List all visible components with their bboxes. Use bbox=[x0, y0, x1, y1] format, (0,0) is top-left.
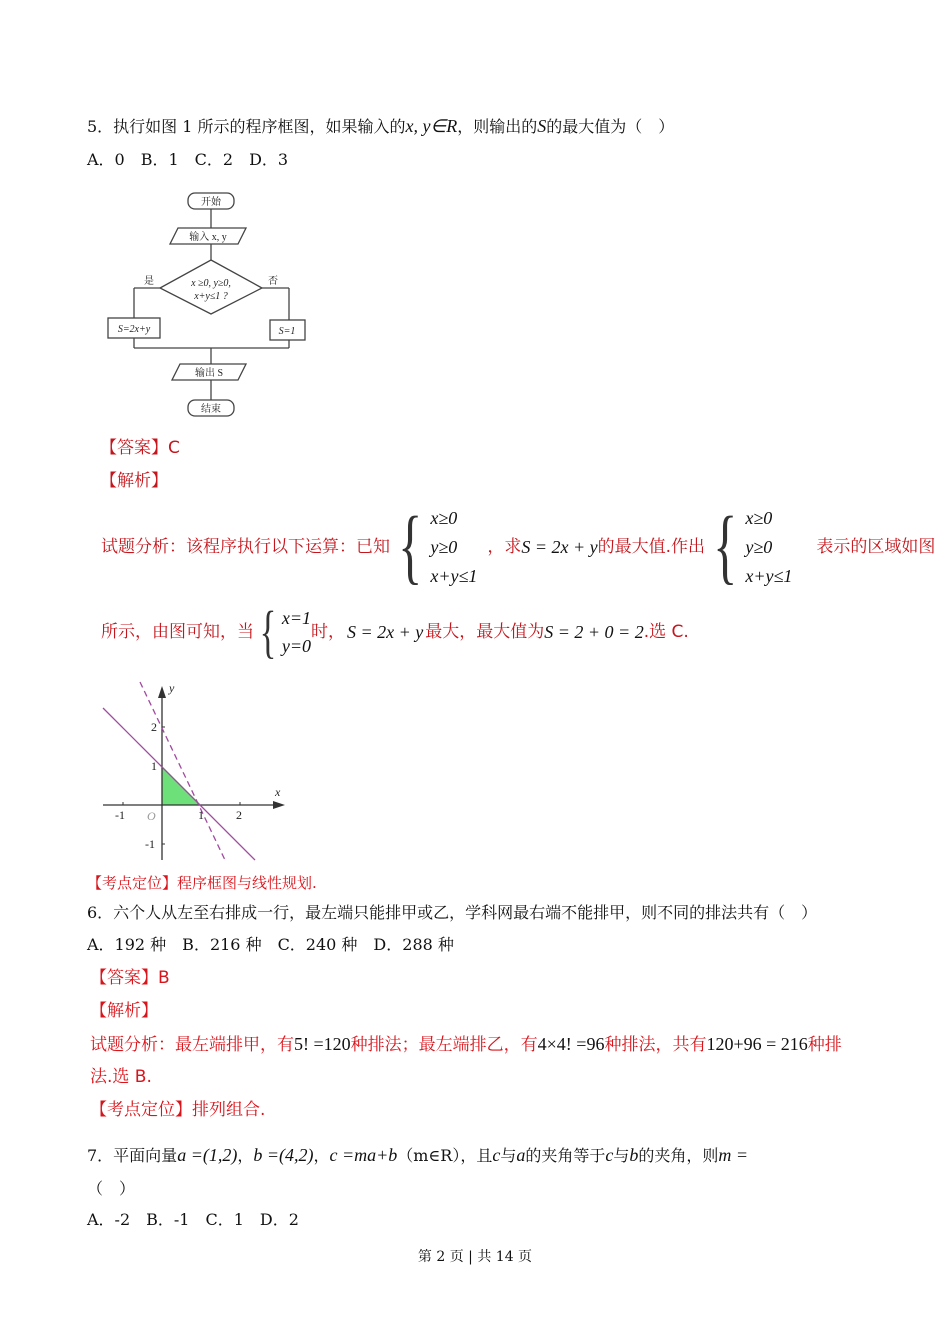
analysis-text: 种排法；最左端排乙，有 bbox=[350, 1035, 538, 1055]
q5-s: S bbox=[537, 116, 547, 136]
q7-var: c bbox=[492, 1145, 501, 1165]
analysis-text: 的最大值.作出 bbox=[597, 537, 706, 557]
q7-var: b bbox=[629, 1145, 639, 1165]
q5-text: 5．执行如图 1 所示的程序框图，如果输入的 bbox=[87, 117, 406, 136]
analysis-text: 所示，由图可知，当 bbox=[101, 622, 254, 642]
y-tick-label: 2 bbox=[151, 720, 157, 734]
system-row: x=1 bbox=[281, 608, 311, 628]
analysis-text: ，求 bbox=[487, 537, 522, 557]
q5-topic: 【考点定位】程序框图与线性规划. bbox=[87, 874, 317, 892]
q5-options: A．0 B．1 C．2 D．3 bbox=[87, 150, 289, 169]
line-x-plus-y-1 bbox=[103, 708, 255, 860]
q7-var: c bbox=[605, 1145, 614, 1165]
y-label: y bbox=[169, 681, 175, 695]
q6-analysis-line1 bbox=[90, 1034, 842, 1055]
math-expr: 4×4! =96 bbox=[537, 1034, 605, 1054]
q6-topic: 【考点定位】排列组合. bbox=[90, 1100, 266, 1120]
start-label: 开始 bbox=[201, 197, 221, 208]
math-expr: S = 2 + 0 = 2 bbox=[544, 622, 644, 642]
vector-b: b =(4,2) bbox=[253, 1145, 314, 1165]
y-axis-arrow bbox=[158, 686, 166, 698]
analysis-text: 试题分析：最左端排甲，有 bbox=[90, 1035, 294, 1055]
system-row: x+y≤1 bbox=[430, 565, 478, 586]
q5-text: 的最大值为（ ） bbox=[546, 117, 675, 136]
q6-analysis-line2: 法.选 B. bbox=[90, 1067, 152, 1087]
q6-stem: 6．六个人从左至右排成一行，最左端只能排甲或乙，学科网最右端不能排甲，则不同的排法共有（ ） bbox=[87, 903, 818, 922]
inequality-system bbox=[390, 500, 478, 593]
system-row: x≥0 bbox=[745, 507, 773, 528]
q7-text: 与 bbox=[500, 1146, 517, 1165]
analysis-text: .选 C. bbox=[643, 622, 689, 642]
q7-var: a bbox=[516, 1145, 526, 1165]
math-expr: S = 2x + y bbox=[346, 622, 424, 642]
y-tick-label: -1 bbox=[145, 837, 155, 851]
q7-text: ， bbox=[313, 1146, 330, 1165]
x-axis-arrow bbox=[273, 801, 285, 809]
end-label: 结束 bbox=[201, 404, 221, 415]
brace: { bbox=[259, 599, 277, 664]
no-label: 否 bbox=[268, 276, 278, 287]
condition-label: x+y≤1 ? bbox=[194, 291, 228, 302]
brace: { bbox=[713, 500, 738, 593]
condition-label: x ≥0, y≥0, bbox=[191, 278, 231, 289]
q6-answer: 【答案】B bbox=[90, 968, 170, 988]
y-tick-label: 1 bbox=[151, 759, 157, 773]
feasible-region bbox=[162, 766, 201, 805]
q6-options: A．192 种 B．216 种 C．240 种 D．288 种 bbox=[87, 935, 454, 954]
q5-analysis-line1 bbox=[101, 500, 936, 593]
x-tick-label: 1 bbox=[198, 808, 204, 822]
q7-paren: （ ） bbox=[87, 1179, 136, 1198]
system-row: y≥0 bbox=[745, 536, 773, 557]
feasible-region-graph bbox=[95, 670, 295, 865]
q7-text: 的夹角等于 bbox=[525, 1146, 606, 1165]
analysis-text: 时， bbox=[310, 622, 345, 642]
flowchart bbox=[100, 188, 340, 423]
brace: { bbox=[398, 500, 423, 593]
q5-analysis-label: 【解析】 bbox=[100, 471, 168, 491]
math-expr: 5! =120 bbox=[294, 1034, 351, 1054]
math-expr: S = 2x + y bbox=[521, 537, 598, 557]
math-expr: 120+96 = 216 bbox=[706, 1034, 808, 1054]
q5-vars: x, y∈R bbox=[405, 116, 458, 136]
vector-a: a =(1,2) bbox=[177, 1145, 238, 1165]
q7-options: A．-2 B．-1 C．1 D．2 bbox=[87, 1210, 299, 1229]
q5-answer: 【答案】C bbox=[100, 438, 180, 458]
q7-text: 的夹角，则 bbox=[638, 1146, 719, 1165]
system-row: x≥0 bbox=[430, 507, 458, 528]
system-row: x+y≤1 bbox=[745, 565, 793, 586]
no-box-label: S=1 bbox=[278, 326, 296, 337]
analysis-text: 种排 bbox=[807, 1035, 842, 1055]
q5-analysis-line2 bbox=[101, 599, 689, 664]
input-label: 输入 x, y bbox=[189, 232, 227, 243]
system-row: y≥0 bbox=[430, 536, 458, 557]
vector-c: c =ma+b bbox=[329, 1145, 398, 1165]
page-footer: 第 2 页 | 共 14 页 bbox=[417, 1249, 533, 1265]
x-tick-label: 2 bbox=[236, 808, 242, 822]
q6-analysis-label: 【解析】 bbox=[90, 1001, 158, 1021]
yes-box-label: S=2x+y bbox=[117, 324, 151, 335]
equation-system bbox=[254, 599, 311, 664]
system-row: y=0 bbox=[281, 636, 311, 656]
origin-label: O bbox=[147, 809, 156, 823]
x-label: x bbox=[275, 785, 281, 799]
q7-stem bbox=[87, 1145, 748, 1166]
q7-text: 7．平面向量 bbox=[87, 1146, 178, 1165]
q5-stem bbox=[87, 116, 674, 137]
q7-var: m = bbox=[718, 1145, 749, 1165]
analysis-text: 种排法，共有 bbox=[604, 1035, 707, 1055]
analysis-text: 表示的区域如图 bbox=[816, 537, 936, 557]
x-tick-label: -1 bbox=[115, 808, 125, 822]
yes-label: 是 bbox=[144, 276, 154, 287]
output-label: 输出 S bbox=[194, 368, 224, 379]
q7-text: ， bbox=[237, 1146, 254, 1165]
q5-text: ，则输出的 bbox=[457, 117, 538, 136]
analysis-text: 最大，最大值为 bbox=[425, 622, 545, 642]
inequality-system bbox=[705, 500, 793, 593]
q7-text: （m∈R），且 bbox=[397, 1146, 493, 1165]
q7-text: 与 bbox=[613, 1146, 630, 1165]
analysis-text: 试题分析：该程序执行以下运算：已知 bbox=[101, 537, 390, 557]
